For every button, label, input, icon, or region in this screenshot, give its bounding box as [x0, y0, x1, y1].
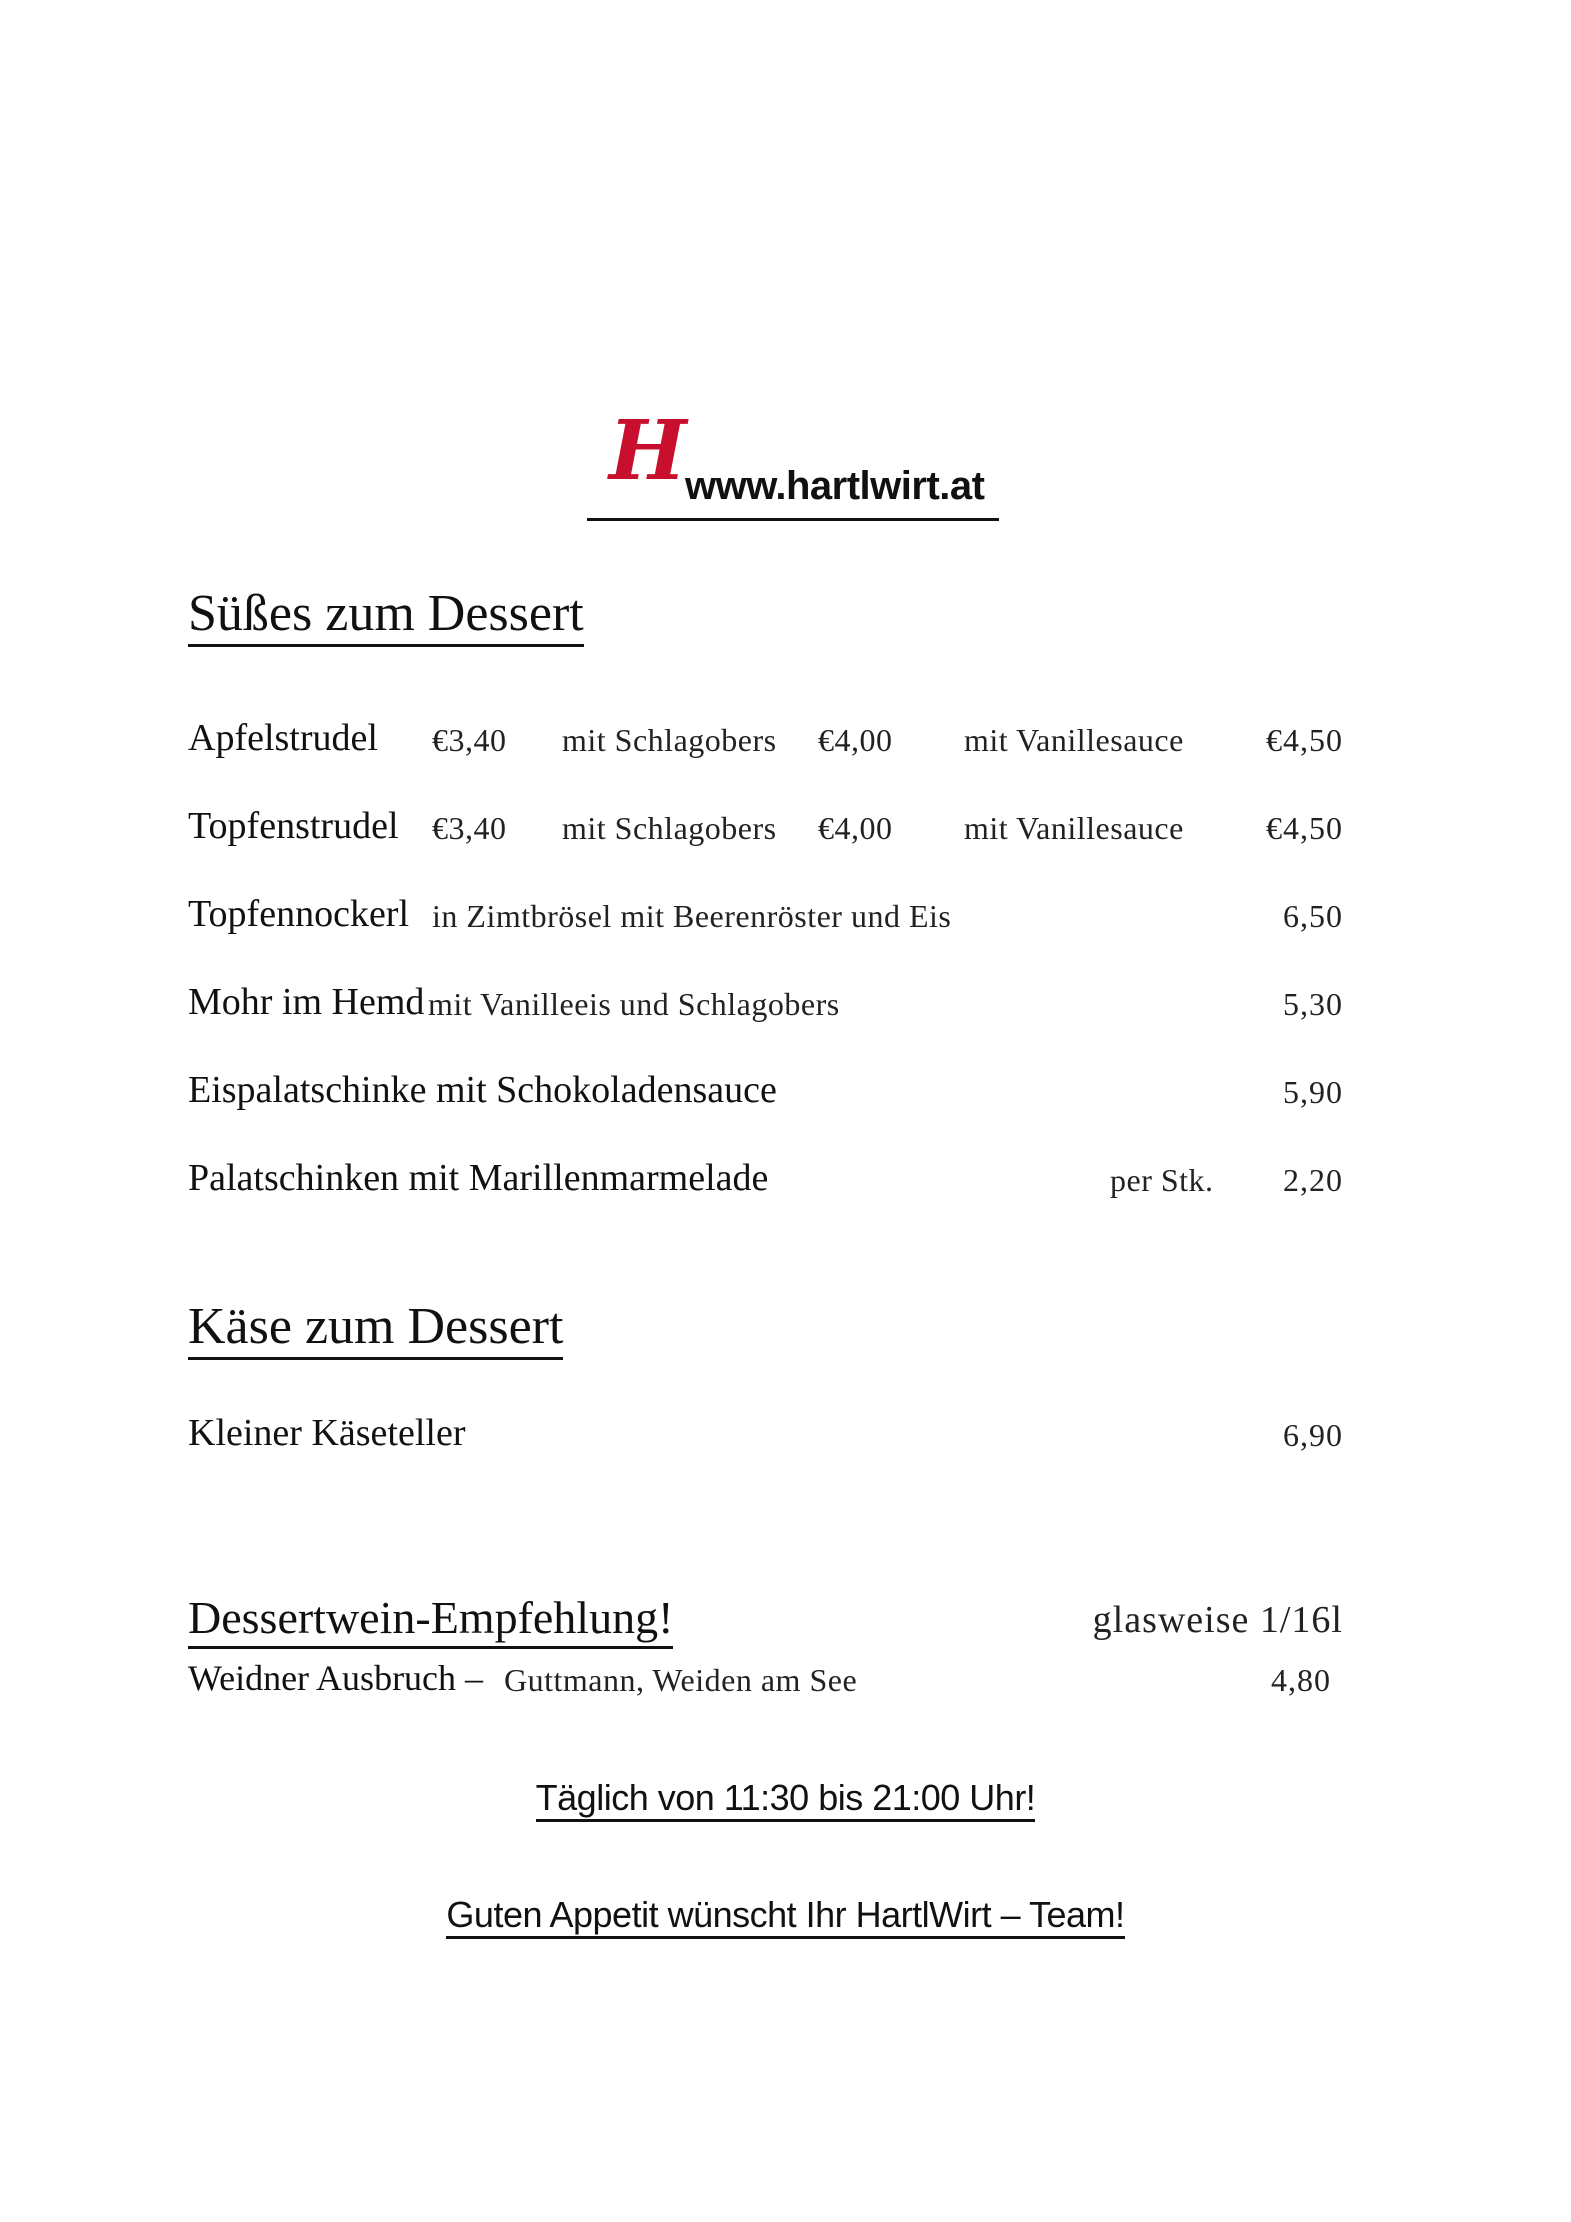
- dish-name: Mohr im Hemd: [188, 981, 425, 1023]
- price-unit: per Stk.: [1110, 1162, 1214, 1198]
- option-price: €4,50: [1266, 722, 1343, 758]
- option-price: €4,00: [818, 810, 893, 846]
- opening-hours-text: Täglich von 11:30 bis 21:00 Uhr!: [536, 1777, 1036, 1822]
- dish-price: 6,90: [1283, 1417, 1343, 1453]
- wine-price: 4,80: [1271, 1662, 1331, 1698]
- wine-name: Weidner Ausbruch –: [188, 1658, 484, 1698]
- menu-item-mohr-im-hemd: [188, 974, 1343, 1034]
- menu-item-kaeseteller: [188, 1405, 1343, 1465]
- dish-name: Apfelstrudel: [188, 717, 378, 759]
- dish-name: Kleiner Käseteller: [188, 1412, 466, 1454]
- dish-name: Palatschinken mit Marillenmarmelade: [188, 1157, 769, 1199]
- website-link[interactable]: www.hartlwirt.at: [685, 464, 985, 508]
- dish-description: in Zimtbrösel mit Beerenröster und Eis: [432, 898, 952, 934]
- dish-price: 5,90: [1283, 1074, 1343, 1110]
- section-heading-wine: Dessertwein-Empfehlung!: [188, 1590, 673, 1649]
- dish-price: 2,20: [1283, 1162, 1343, 1198]
- hartlwirt-logo: H: [609, 403, 687, 499]
- greeting-text: Guten Appetit wünscht Ihr HartlWirt – Team!: [446, 1894, 1124, 1939]
- option-price: €4,50: [1266, 810, 1343, 846]
- menu-item-topfennockerl: [188, 886, 1343, 946]
- menu-item-palatschinken: [188, 1150, 1343, 1210]
- option-price: €4,00: [818, 722, 893, 758]
- option-label: mit Schlagobers: [562, 810, 777, 846]
- dish-description: mit Vanilleeis und Schlagobers: [428, 986, 840, 1022]
- serving-size: glasweise 1/16l: [1092, 1599, 1343, 1641]
- section-heading-sweets: Süßes zum Dessert: [188, 584, 584, 647]
- menu-item-apfelstrudel: [188, 710, 1343, 770]
- option-label: mit Schlagobers: [562, 722, 777, 758]
- option-label: mit Vanillesauce: [964, 810, 1184, 846]
- menu-item-weidner-ausbruch: [188, 1652, 1343, 1704]
- dish-name: Topfennockerl: [188, 893, 410, 935]
- dish-name: Topfenstrudel: [188, 805, 399, 847]
- dish-name: Eispalatschinke mit Schokoladensauce: [188, 1069, 777, 1111]
- dish-price: 6,50: [1283, 898, 1343, 934]
- menu-item-eispalatschinke: [188, 1062, 1343, 1122]
- menu-item-topfenstrudel: [188, 798, 1343, 858]
- wine-description: Guttmann, Weiden am See: [504, 1662, 858, 1698]
- header: [587, 403, 999, 521]
- dish-price: €3,40: [432, 722, 507, 758]
- dish-price: 5,30: [1283, 986, 1343, 1022]
- section-heading-cheese: Käse zum Dessert: [188, 1297, 563, 1360]
- dish-price: €3,40: [432, 810, 507, 846]
- greeting: [0, 1891, 1571, 1939]
- option-label: mit Vanillesauce: [964, 722, 1184, 758]
- opening-hours: [0, 1774, 1571, 1822]
